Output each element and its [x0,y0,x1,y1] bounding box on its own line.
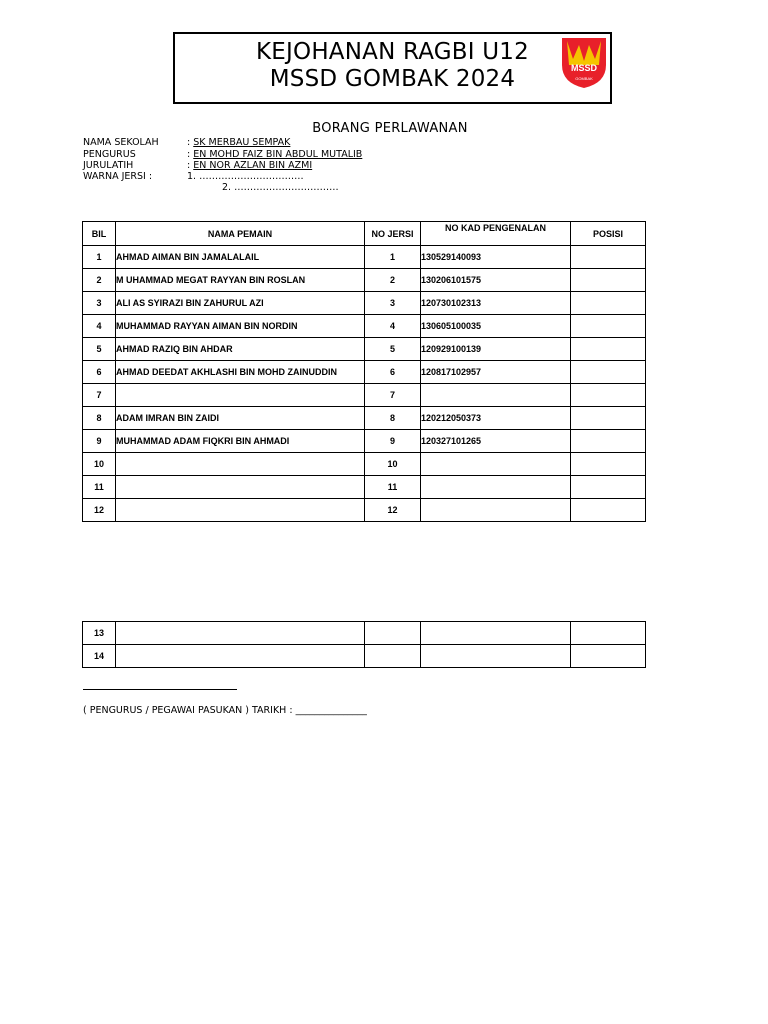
row-position [571,361,646,384]
row-position [571,499,646,522]
manager-value: EN MOHD FAIZ BIN ABDUL MUTALIB [193,149,363,160]
row-bil: 2 [83,269,116,292]
row-ic: 120212050373 [421,407,571,430]
coach-label: JURULATIH [83,160,134,171]
colon: : [187,160,191,171]
signature-text: ( PENGURUS / PEGAWAI PASUKAN ) TARIKH : _______________ [83,705,367,716]
row-position [571,292,646,315]
jersey-label: WARNA JERSI : [83,171,153,182]
row-jersey: 11 [365,476,421,499]
row-ic: 130605100035 [421,315,571,338]
row-ic: 120730102313 [421,292,571,315]
signature-line [83,689,237,690]
row-ic: 120327101265 [421,430,571,453]
row-jersey: 6 [365,361,421,384]
row-bil: 10 [83,453,116,476]
row-jersey: 5 [365,338,421,361]
roster-table [82,221,646,522]
row-jersey [365,645,421,668]
row-position [571,407,646,430]
row-bil: 6 [83,361,116,384]
table-row [83,622,646,645]
row-ic: 130206101575 [421,269,571,292]
table-row [83,246,646,269]
row-position [571,453,646,476]
row-position [571,315,646,338]
table-row [83,453,646,476]
row-jersey: 8 [365,407,421,430]
header-name: NAMA PEMAIN [116,222,365,246]
table-row [83,315,646,338]
row-ic [421,453,571,476]
row-name: MUHAMMAD RAYYAN AIMAN BIN NORDIN [116,315,365,338]
table-row [83,407,646,430]
row-bil: 14 [83,645,116,668]
row-jersey: 2 [365,269,421,292]
header-jersey: NO JERSI [365,222,421,246]
row-name: ALI AS SYIRAZI BIN ZAHURUL AZI [116,292,365,315]
table-row [83,476,646,499]
form-title: BORANG PERLAWANAN [312,121,468,136]
row-name: AHMAD RAZIQ BIN AHDAR [116,338,365,361]
header-bil: BIL [83,222,116,246]
jersey-2: 2. …………………………… [222,182,339,193]
header-position: POSISI [571,222,646,246]
row-position [571,269,646,292]
row-name: M UHAMMAD MEGAT RAYYAN BIN ROSLAN [116,269,365,292]
table-row [83,361,646,384]
row-name: ADAM IMRAN BIN ZAIDI [116,407,365,430]
row-jersey: 1 [365,246,421,269]
row-ic [421,476,571,499]
row-name: MUHAMMAD ADAM FIQKRI BIN AHMADI [116,430,365,453]
row-position [571,622,646,645]
row-name [116,384,365,407]
table-row [83,430,646,453]
row-name: AHMAD DEEDAT AKHLASHI BIN MOHD ZAINUDDIN [116,361,365,384]
row-position [571,645,646,668]
row-bil: 9 [83,430,116,453]
row-ic: 130529140093 [421,246,571,269]
row-jersey: 7 [365,384,421,407]
table-row [83,645,646,668]
table-row [83,499,646,522]
row-position [571,430,646,453]
colon: : [187,149,191,160]
row-name [116,453,365,476]
row-name [116,499,365,522]
row-bil: 3 [83,292,116,315]
row-jersey: 9 [365,430,421,453]
row-position [571,338,646,361]
row-position [571,476,646,499]
title-line-2: MSSD GOMBAK 2024 [269,66,516,92]
row-jersey [365,622,421,645]
row-bil: 8 [83,407,116,430]
logo-text: MSSD [570,63,598,73]
row-ic [421,645,571,668]
row-ic [421,384,571,407]
row-position [571,246,646,269]
row-ic [421,622,571,645]
row-bil: 13 [83,622,116,645]
logo-subtext: GOMBAK [575,76,593,81]
header-ic: NO KAD PENGENALAN [421,222,571,246]
table-row [83,269,646,292]
row-bil: 5 [83,338,116,361]
row-ic [421,499,571,522]
school-value: SK MERBAU SEMPAK [193,137,291,148]
table-row [83,292,646,315]
table-row [83,338,646,361]
row-jersey: 10 [365,453,421,476]
table-row [83,384,646,407]
manager-label: PENGURUS [83,149,136,160]
row-bil: 12 [83,499,116,522]
row-bil: 7 [83,384,116,407]
row-ic: 120817102957 [421,361,571,384]
jersey-1: 1. …………………………… [187,171,304,182]
row-bil: 11 [83,476,116,499]
row-position [571,384,646,407]
coach-value: EN NOR AZLAN BIN AZMI [193,160,313,171]
row-jersey: 3 [365,292,421,315]
row-jersey: 4 [365,315,421,338]
row-bil: 1 [83,246,116,269]
title-line-1: KEJOHANAN RAGBI U12 [256,39,529,65]
row-bil: 4 [83,315,116,338]
row-name [116,645,365,668]
row-jersey: 12 [365,499,421,522]
row-name [116,622,365,645]
roster-table-extra [82,621,646,668]
mssd-logo [559,35,609,90]
row-ic: 120929100139 [421,338,571,361]
row-name: AHMAD AIMAN BIN JAMALALAIL [116,246,365,269]
row-name [116,476,365,499]
table-header-row [83,222,646,246]
title-box [173,32,612,104]
school-label: NAMA SEKOLAH [83,137,159,148]
colon: : [187,137,191,148]
